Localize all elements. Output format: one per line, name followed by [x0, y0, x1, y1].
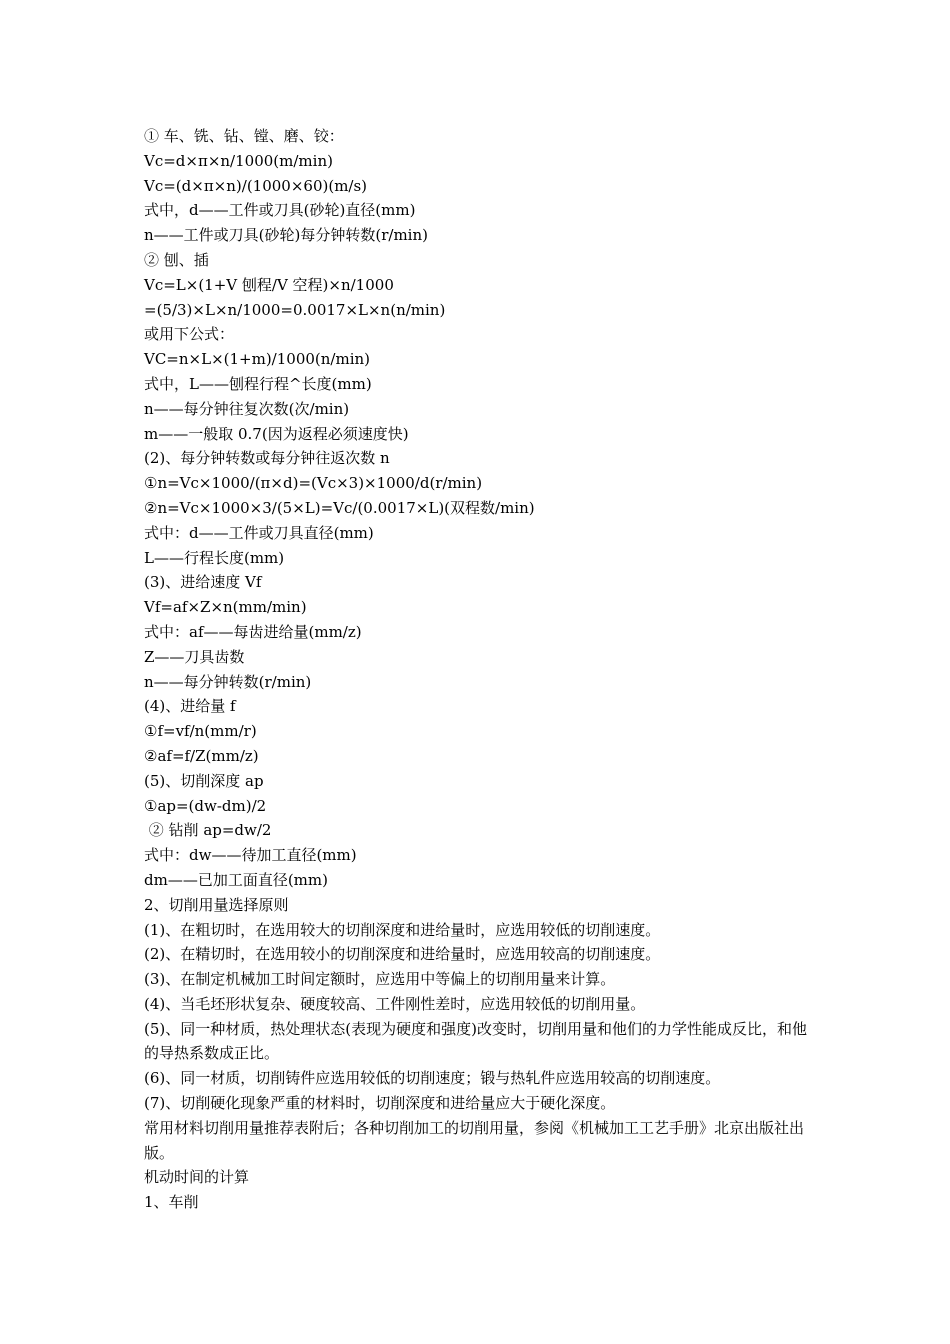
- section-heading: 机动时间的计算: [144, 1168, 250, 1187]
- text-line: n——每分钟转数(r/min): [144, 672, 312, 691]
- formula-line: ①f=vf/n(mm/r): [144, 722, 257, 741]
- principle-item: (4)、当毛坯形状复杂、硬度较高、工件刚性差时，应选用较低的切削用量。: [144, 994, 646, 1013]
- formula-line: Vc=d×π×n/1000(m/min): [144, 151, 333, 170]
- text-line: ② 刨、插: [144, 250, 209, 269]
- section-heading: (3)、进给速度 Vf: [144, 573, 262, 592]
- formula-line: Vc=L×(1+V 刨程/V 空程)×n/1000: [144, 275, 394, 294]
- text-line: L——行程长度(mm): [144, 548, 285, 567]
- text-line: 式中：d——工件或刀具直径(mm): [144, 523, 374, 542]
- formula-line: ② 钻削 ap=dw/2: [144, 821, 272, 840]
- text-line: n——每分钟往复次数(次/min): [144, 399, 350, 418]
- formula-line: ②n=Vc×1000×3/(5×L)=Vc/(0.0017×L)(双程数/min): [144, 498, 535, 517]
- text-line: 式中，L——刨程行程^长度(mm): [144, 374, 372, 393]
- text-line: 常用材料切削用量推荐表附后；各种切削加工的切削用量，参阅《机械加工工艺手册》北京出版社出版。: [144, 1118, 805, 1162]
- formula-line: Vc=(d×π×n)/(1000×60)(m/s): [144, 176, 368, 195]
- document-body: [144, 124, 816, 1215]
- principle-item: (5)、同一种材质，热处理状态(表现为硬度和强度)改变时，切削用量和他们的力学性能成反比，和他的导热系数成正比。: [144, 1019, 807, 1063]
- text-line: 式中：af——每齿进给量(mm/z): [144, 622, 362, 641]
- text-line: Z——刀具齿数: [144, 647, 245, 666]
- text-line: 或用下公式：: [144, 325, 235, 344]
- formula-line: ①ap=(dw-dm)/2: [144, 796, 267, 815]
- formula-line: ②af=f/Z(mm/z): [144, 746, 259, 765]
- principle-item: (7)、切削硬化现象严重的材料时，切削深度和进给量应大于硬化深度。: [144, 1094, 616, 1113]
- principle-item: (1)、在粗切时，在选用较大的切削深度和进给量时，应选用较低的切削速度。: [144, 920, 661, 939]
- text-line: m——一般取 0.7(因为返程必须速度快): [144, 424, 409, 443]
- text-line: n——工件或刀具(砂轮)每分钟转数(r/min): [144, 226, 428, 245]
- formula-line: ①n=Vc×1000/(π×d)=(Vc×3)×1000/d(r/min): [144, 474, 483, 493]
- text-line: dm——已加工面直径(mm): [144, 870, 328, 889]
- section-heading: (2)、每分钟转数或每分钟往返次数 n: [144, 449, 390, 468]
- formula-line: VC=n×L×(1+m)/1000(n/min): [144, 350, 371, 369]
- text-line: 式中，d——工件或刀具(砂轮)直径(mm): [144, 201, 416, 220]
- section-heading: (5)、切削深度 ap: [144, 771, 264, 790]
- section-heading: 2、切削用量选择原则: [144, 895, 289, 914]
- formula-line: Vf=af×Z×n(mm/min): [144, 598, 307, 617]
- text-line: ① 车、铣、钻、镗、磨、铰：: [144, 127, 344, 145]
- text-line: 式中：dw——待加工直径(mm): [144, 846, 357, 865]
- principle-item: (3)、在制定机械加工时间定额时，应选用中等偏上的切削用量来计算。: [144, 970, 616, 989]
- section-heading: (4)、进给量 f: [144, 697, 236, 716]
- formula-line: =(5/3)×L×n/1000=0.0017×L×n(n/min): [144, 300, 446, 319]
- principle-item: (6)、同一材质，切削铸件应选用较低的切削速度；锻与热轧件应选用较高的切削速度。: [144, 1069, 721, 1088]
- principle-item: (2)、在精切时，在选用较小的切削深度和进给量时，应选用较高的切削速度。: [144, 945, 661, 964]
- section-heading: 1、车削: [144, 1193, 199, 1212]
